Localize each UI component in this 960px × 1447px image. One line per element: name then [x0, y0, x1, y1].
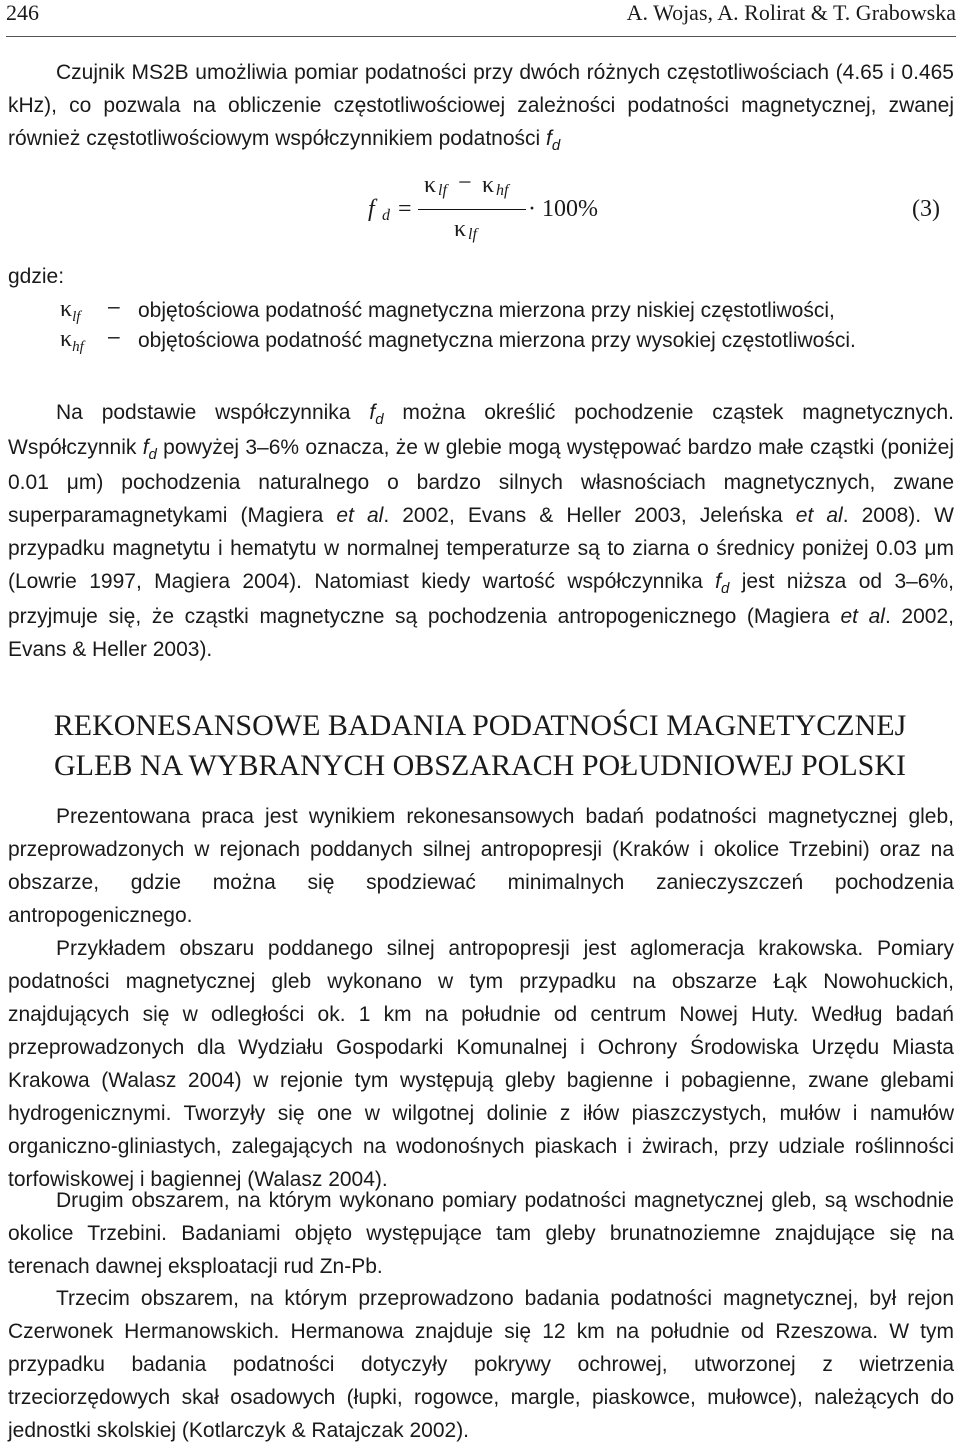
eq-kappa-hf: κ	[482, 172, 495, 198]
eq-lf: lf	[438, 182, 447, 199]
eq-kappa-lf: κ	[424, 172, 437, 198]
intro-paragraph: Czujnik MS2B umożliwia pomiar podatności przy dwóch różnych częstotliwościach (4.65 i 0.465 kHz), co pozwala na obliczenie częstotliwościowej zależności podatności magnetycznej, zwanej również częstotliwościowym współczynnikiem podatności $f_d$	[8, 61, 954, 154]
section-title: REKONESANSOWE BADANIA PODATNOŚCI MAGNETYCZNEJ GLEB NA WYBRANYCH OBSZARACH POŁUDNIOWEJ POLSKI	[53, 709, 907, 782]
paragraph: Przykładem obszaru poddanego silnej antropopresji jest aglomeracja krakowska. Pomiary podatności magnetycznej gleb wykonano w tym przypadku na obszarze Łąk Nowohuckich, znajdujących się w odległości ok. 1 km na południe od centrum Nowej Huty. Według badań przeprowadzonych dla Wydziału Gospodarki Komunalnej i Ochrony Środowiska Urzędu Miasta Krakowa (Walasz 2004) w rejonie tym występują gleby bagienne i pobagienne, zwane glebami hydrogenicznymi. Tworzyły się one w wilgotnej dolinie z iłów piaszczystych, mułów i namułów organiczno-gliniastych, zalegających na wodonośnych piaskach i żwirach, przy udziale roślinności torfowiskowej i bagiennej (Walasz 2004).	[8, 937, 954, 1191]
eq-number: (3)	[912, 196, 940, 222]
eq-f: f	[368, 196, 375, 222]
def-symbol: $\kappa_{lf}$	[60, 296, 81, 325]
definition-item: $\kappa_{hf}$ – objętościowa podatność magnetyczna mierzona przy wysokiej częstotliwości.	[60, 325, 856, 355]
eq-lf-den: lf	[468, 226, 477, 243]
header-rule	[6, 36, 956, 37]
running-header	[6, 0, 956, 30]
gdzie-label: gdzie:	[8, 265, 65, 288]
running-authors: A. Wojas, A. Rolirat & T. Grabowska	[626, 0, 956, 25]
page-number: 246	[6, 0, 39, 25]
definition-item: $\kappa_{lf}$ – objętościowa podatność magnetyczna mierzona przy niskiej częstotliwości,	[60, 295, 835, 325]
fraction-bar	[418, 209, 526, 210]
eq-minus: −	[458, 170, 472, 196]
definitions-list	[60, 294, 954, 354]
def-symbol: $\kappa_{hf}$	[60, 326, 84, 355]
equation-3	[0, 170, 960, 250]
paragraph: Trzecim obszarem, na którym przeprowadzono badania podatności magnetycznej, był rejon Czerwonek Hermanowskich. Hermanowa znajduje się 12 km na południe od Rzeszowa. W tym przypadku badania podatności dotyczyły pokrywy ochrowej, utworzonej z wietrzenia trzeciorzędowych skał osadowych (łupki, rogowce, margle, piaskowce, mułowce), należących do jednostki skolskiej (Kotlarczyk & Ratajczak 2002).	[8, 1287, 954, 1442]
paragraph: Drugim obszarem, na którym wykonano pomiary podatności magnetycznej gleb, są wschodnie okolice Trzebini. Badaniami objęto występujące tam gleby brunatnoziemne znajdujące się na terenach dawnej eksploatacji rud Zn-Pb.	[8, 1189, 954, 1278]
eq-equals: =	[398, 196, 412, 222]
d-subscript: d	[551, 137, 561, 154]
eq-kappa-den: κ	[454, 216, 467, 242]
paragraph: Prezentowana praca jest wynikiem rekonesansowych badań podatności magnetycznej gleb, przeprowadzonych w rejonach poddanych silnej antropopresji (Kraków i okolice Trzebini) oraz na obszarze, gdzie można się spodziewać minimalnych zanieczyszczeń pochodzenia antropogenicznego.	[8, 805, 954, 927]
eq-d: d	[382, 207, 390, 224]
f-symbol: f	[546, 127, 552, 150]
eq-times-100: · 100%	[528, 196, 598, 222]
eq-hf: hf	[496, 182, 509, 199]
def-text: objętościowa podatność magnetyczna mierzona przy niskiej częstotliwości,	[138, 299, 835, 322]
paragraph-coefficient: Na podstawie współczynnika $f_d$ można określić pochodzenie cząstek magnetycznych. Współczynnik $f_d$ powyżej 3–6% oznacza, że w glebie mogą występować bardzo małe cząstki (poniżej 0.01 μm) pochodzenia naturalnego o bardzo silnych własnościach magnetycznych, zwane superparamagnetykami (Magiera et al. 2002, Evans & Heller 2003, Jeleńska et al. 2008). W przypadku magnetytu i hematytu w normalnej temperaturze są to ziarna o średnicy poniżej 0.03 μm (Lowrie 1997, Magiera 2004). Natomiast kiedy wartość współczynnika $f_d$ jest niższa od 3–6%, przyjmuje się, że cząstki magnetyczne są pochodzenia antropogenicznego (Magiera et al. 2002, Evans & Heller 2003).	[8, 401, 954, 661]
def-text: objętościowa podatność magnetyczna mierzona przy wysokiej częstotliwości.	[138, 329, 856, 352]
